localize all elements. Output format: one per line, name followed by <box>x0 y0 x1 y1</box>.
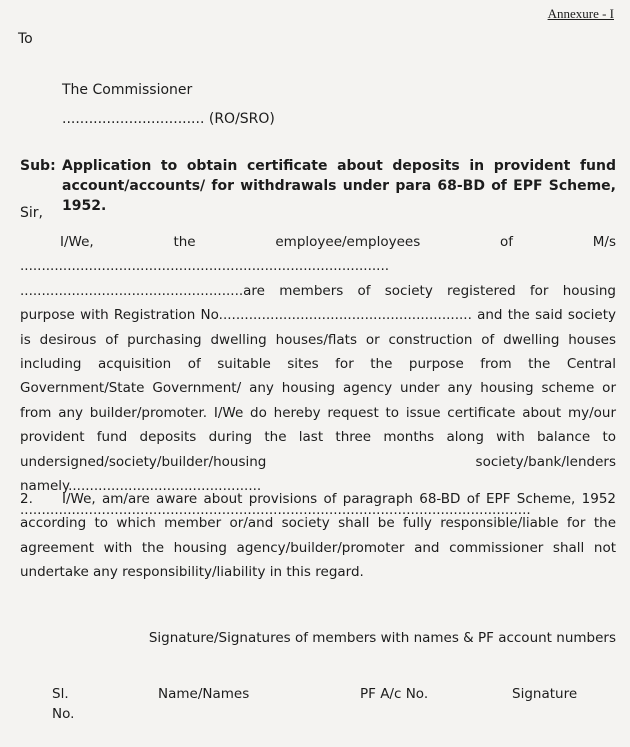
annexure-label: Annexure - I <box>547 6 614 21</box>
addressee-office: ................................ (RO/SRO) <box>62 111 275 127</box>
column-header-name: Name/Names <box>158 686 250 702</box>
subject-line <box>20 156 616 216</box>
column-header-signature: Signature <box>512 686 578 702</box>
salutation: Sir, <box>20 205 43 221</box>
signature-caption: Signature/Signatures of members with names & PF account numbers <box>148 630 616 646</box>
addressee-title: The Commissioner <box>62 82 193 98</box>
to-label: To <box>18 31 33 47</box>
subject-text: Application to obtain certificate about deposits in provident fund account/accounts/ for withdrawals under para 68-BD of EPF Scheme, 1952. <box>62 158 616 214</box>
subject-label: Sub: <box>20 158 56 174</box>
declaration-text: I/We, am/are aware about provisions of paragraph 68-BD of EPF Scheme, 1952 according to which member or/and society shall be fully responsible/liable for the agreement with the housing agency/builder/promoter and commissioner shall not undertake any responsibility/liability in this regard. <box>20 491 616 581</box>
column-header-pf-ac: PF A/c No. <box>360 686 429 702</box>
declaration-paragraph <box>20 487 616 585</box>
paragraph-number: 2. <box>20 491 33 507</box>
column-header-sl-no: Sl. No. <box>52 686 75 722</box>
request-paragraph: I/We, the employee/employees of M/s ...................................................................................... ....................................................are members of society registered for housing purpose with Registration No........................................................... and the said society is desirous of purchasing dwelling houses/flats or construction of dwelling houses including acquisition of suitable sites for the purpose from the Central Government/State Government/ any housing agency under any housing scheme or from any builder/promoter. I/We do hereby request to issue certificate about my/our provident fund deposits during the last three months along with balance to undersigned/society/builder/housing society/bank/lenders namely............................................. ....................................................................................................................... <box>20 234 616 519</box>
